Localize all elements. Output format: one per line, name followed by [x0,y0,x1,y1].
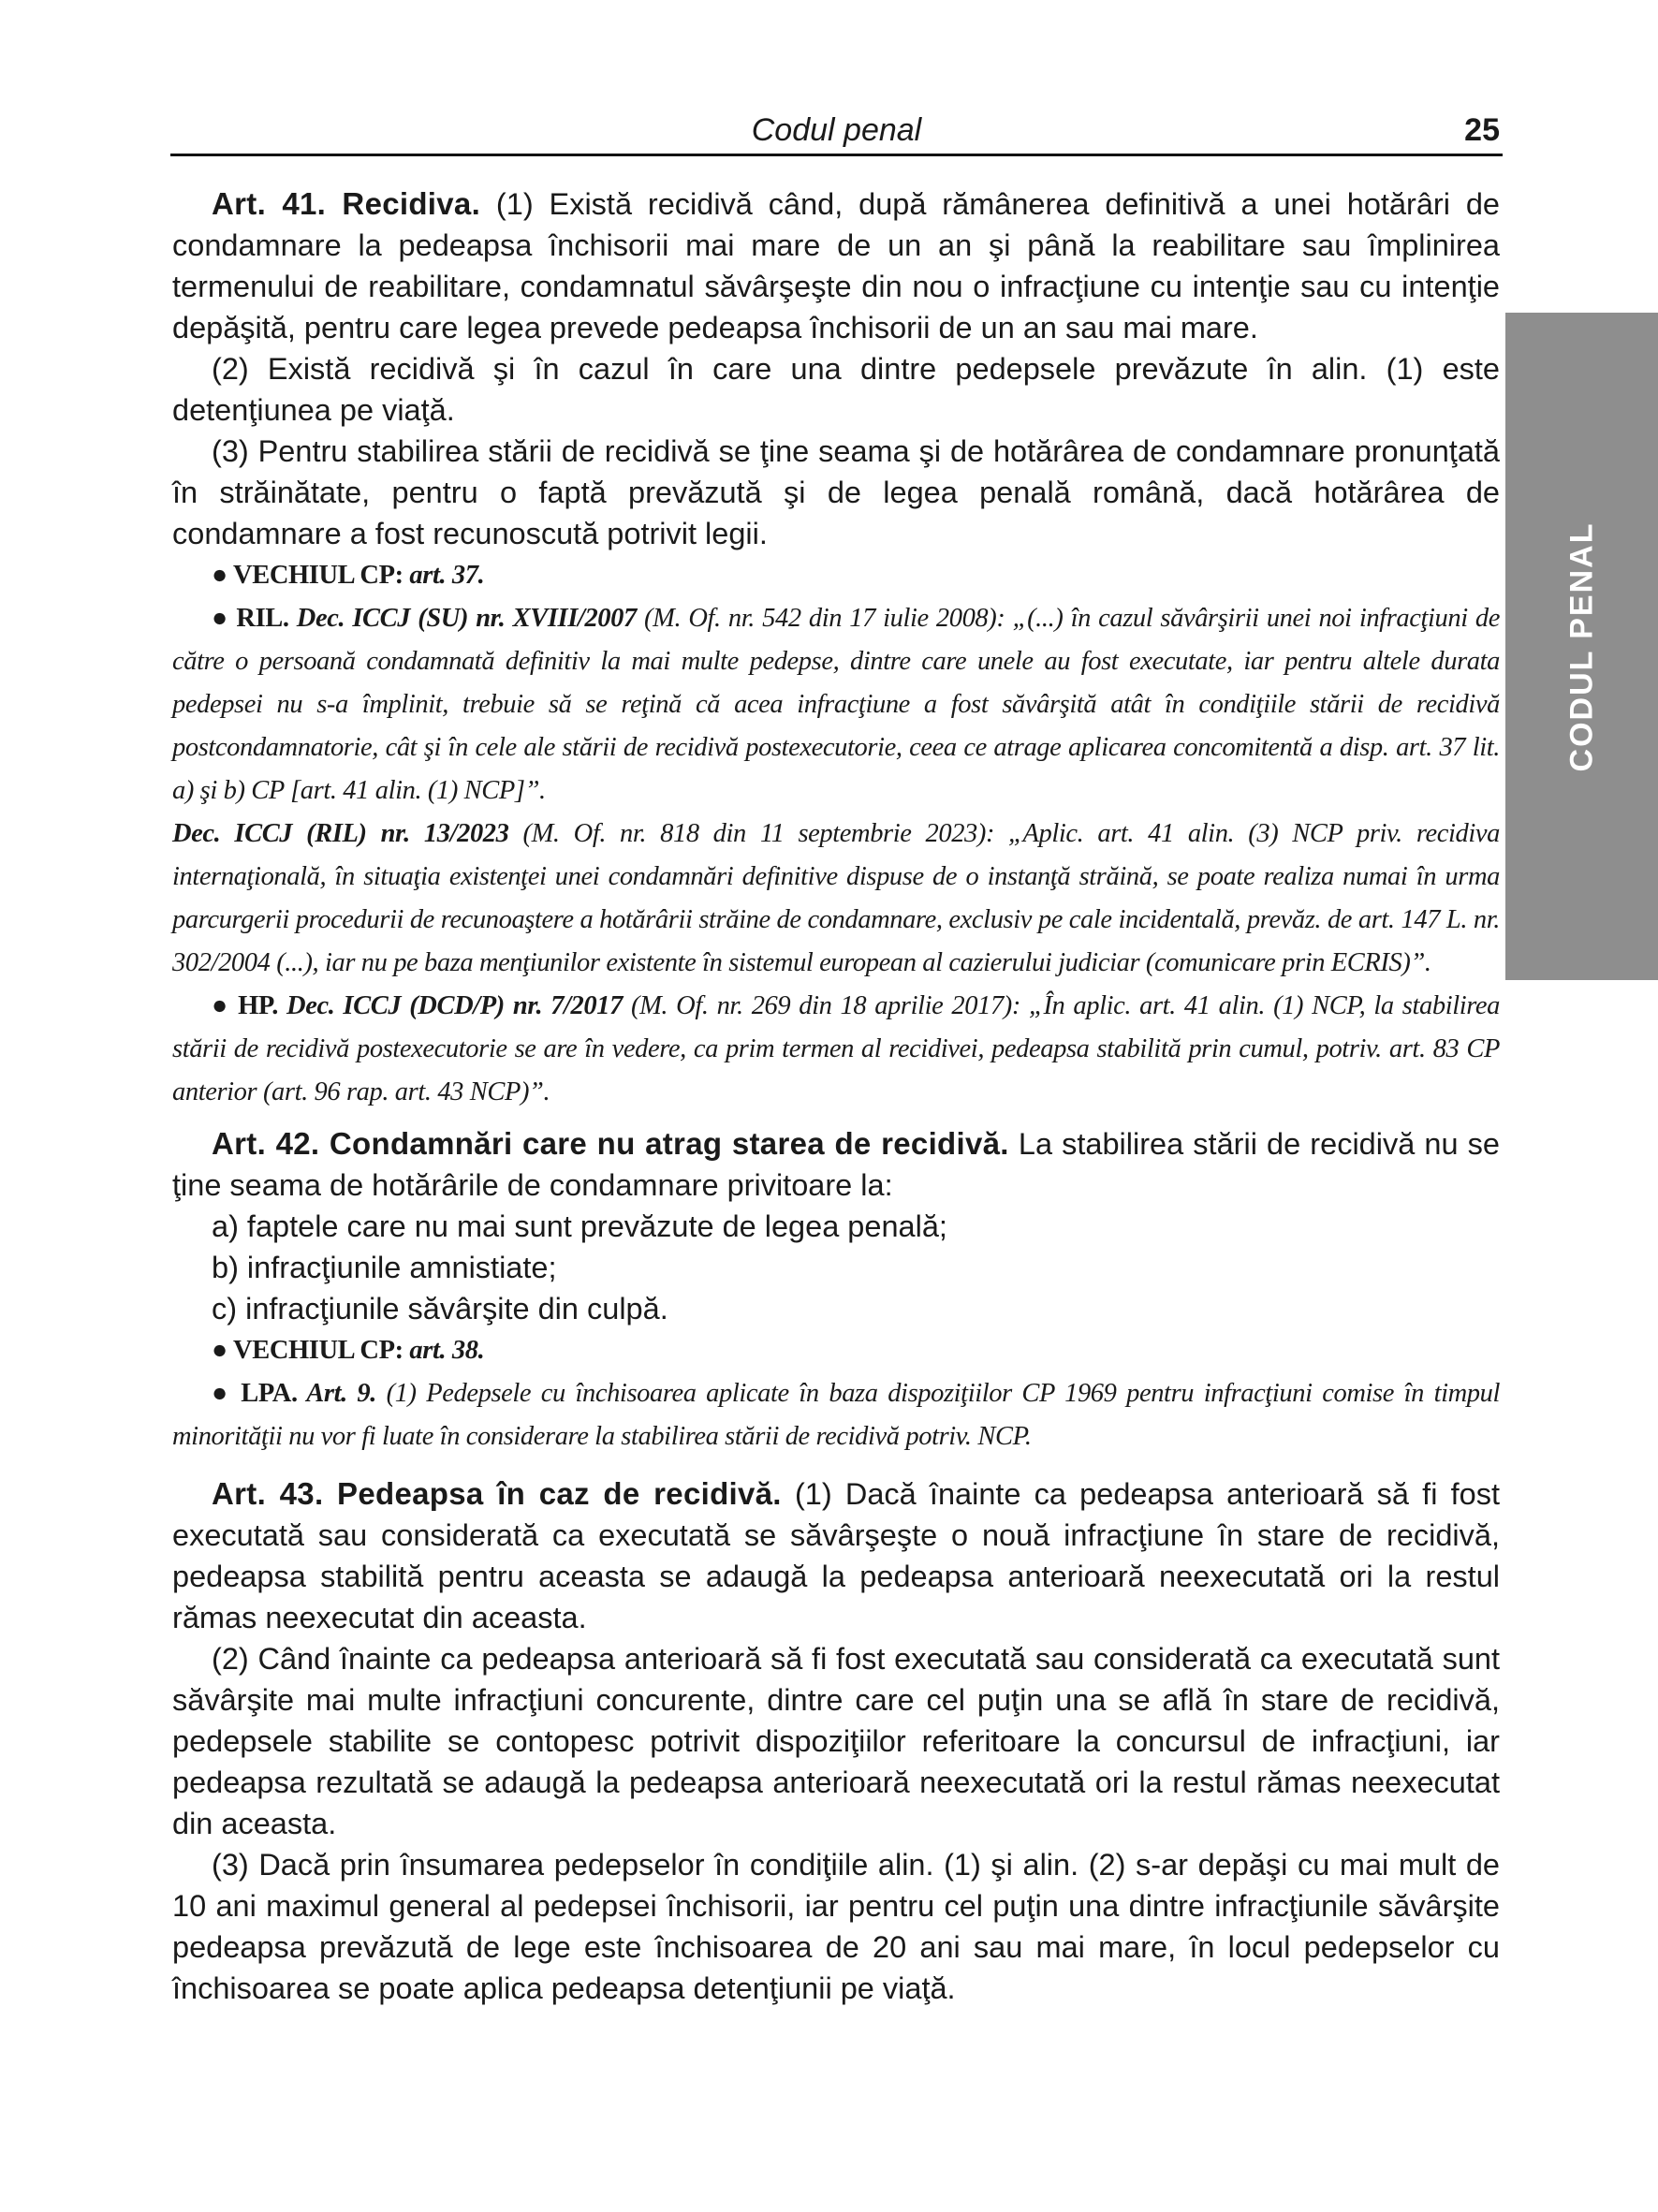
art42-item-b: b) infracţiunile amnistiate; [212,1251,557,1284]
art43-para-1 [172,1473,1500,1638]
art42-item-a: a) faptele care nu mai sunt prevăzute de legea penală; [212,1209,947,1243]
note-ref: Dec. ICCJ (RIL) nr. 13/2023 [172,819,509,848]
page-header [170,110,1503,156]
art43-para-2: (2) Când înainte ca pedeapsa anterioară să fi fost executată sau considerată ca executată sunt săvârşite mai multe infracţiuni concurente, dintre care cel puţin una se află în stare de recidivă, pedepsele stabilite se contopesc potrivit dispoziţiilor referitoare la concursul de infracţiuni, iar pedeapsa rezultată se adaugă la pedeapsa anterioară neexecutată ori la restul rămas neexecutat din aceasta. [172,1642,1500,1840]
art41-para-2: (2) Există recidivă şi în cazul în care una dintre pedepsele prevăzute în alin. (1) este detenţiunea pe viaţă. [172,352,1500,427]
art41-heading: Art. 41. Recidiva. [212,186,481,221]
art42-para-1 [172,1123,1500,1206]
art43-text-1: (1) Dacă înainte ca pedeapsa anterioară să fi fost executată sau considerată ca executată se săvârşeşte o nouă infracţiune în stare de recidivă, pedeapsa stabilită pentru aceasta se adaugă la pedeapsa anterioară neexecutată ori la restul rămas neexecutat din aceasta. [172,1477,1500,1634]
article-42 [172,1123,1500,1458]
section-side-tab [1505,313,1658,980]
note-ref: Dec. ICCJ (DCD/P) nr. 7/2017 [278,991,623,1020]
note-prefix: ● VECHIUL CP: [212,561,403,590]
note-ref: art. 37. [403,561,485,590]
note-ref: Art. 9. [297,1379,376,1408]
note-text: (M. Of. nr. 818 din 11 septembrie 2023): „Aplic. art. 41 alin. (3) NCP priv. recidiva internaţională, în situaţia existenţei unei condamnări definitive dispuse de o instanţă străină, se poate realiza numai în urma parcurgerii procedurii de recunoaştere a hotărârii străine de condamnare, exclusiv pe cale incidentală, prevăz. de art. 147 L. nr. 302/2004 (...), iar nu pe baza menţiunilor existente în sistemul european al cazierului judiciar (comunicare prin ECRIS)”. [172,819,1500,977]
note-text: (1) Pedepsele cu închisoarea aplicate în baza dispoziţiilor CP 1969 pentru infracţiuni comise în timpul minorităţii nu vor fi luate în considerare la stabilirea stării de recidivă potriv. NCP. [172,1379,1501,1451]
running-title: Codul penal [751,112,922,148]
art41-note-old-code [172,554,1500,597]
art41-text-1: (1) Există recidivă când, după rămânerea definitivă a unei hotărâri de condamnare la pedeapsa închisorii mai mare de un an şi până la reabilitare sau împlinirea termenului de reabilitare, condamnatul săvârşeşte din nou o infracţiune cu intenţie sau cu intenţie depăşită, pentru care legea prevede pedeapsa închisorii de un an sau mai mare. [172,187,1500,344]
art42-note-lpa [172,1372,1500,1458]
art42-text-1: La stabilirea stării de recidivă nu se ţine seama de hotărârile de condamnare privitoare la: [172,1127,1500,1202]
note-prefix: ● VECHIUL CP: [212,1336,403,1365]
note-ref: art. 38. [403,1336,485,1365]
note-text: (M. Of. nr. 269 din 18 aprilie 2017): „În aplic. art. 41 alin. (1) NCP, la stabilirea stării de recidivă postexecutorie se are în vedere, ca prim termen al recidivei, pedeapsa stabilită prin cumul, potriv. art. 83 CP anterior (art. 96 rap. art. 43 NCP)”. [172,991,1500,1106]
art43-heading: Art. 43. Pedeapsa în caz de recidivă. [212,1476,782,1511]
art41-note-hp-2017 [172,985,1500,1114]
art43-para-3: (3) Dacă prin însumarea pedepselor în condiţiile alin. (1) şi alin. (2) s-ar depăşi cu mai mult de 10 ani maximul general al pedepsei închisorii, iar pentru cel puţin una dintre infracţiunile săvârşite pedeapsa prevăzută de lege este închisoarea de 20 ani sau mai mare, în locul pedepselor cu închisoarea se poate aplica pedeapsa detenţiunii pe viaţă. [172,1848,1500,2005]
art41-para-3: (3) Pentru stabilirea stării de recidivă se ţine seama şi de hotărârea de condamnare pronunţată în străinătate, pentru o faptă prevăzută şi de legea penală română, dacă hotărârea de condamnare a fost recunoscută potrivit legii. [172,434,1500,550]
art42-heading: Art. 42. Condamnări care nu atrag starea de recidivă. [212,1126,1009,1161]
note-prefix: ● HP. [212,991,278,1020]
note-text: (M. Of. nr. 542 din 17 iulie 2008): „(...) în cazul săvârşirii unei noi infracţiuni de către o persoană condamnată definitiv la mai multe pedepse, dintre care unele au fost executate, iar pentru altele durata pedepsei nu s-a împlinit, trebuie să se reţină că acea infracţiune a fost săvârşită atât în condiţiile stării de recidivă postcondamnatorie, cât şi în cele ale stării de recidivă postexecutorie, ceea ce atrage aplicarea concomitentă a disp. art. 37 lit. a) şi b) CP [art. 41 alin. (1) NCP]”. [172,604,1500,805]
article-41 [172,183,1500,1114]
article-43 [172,1473,1500,2009]
note-ref: Dec. ICCJ (SU) nr. XVIII/2007 [288,604,637,633]
note-prefix: ● RIL. [212,604,289,633]
side-tab-label: CODUL PENAL [1563,521,1599,771]
art41-note-ril-2023 [172,813,1500,985]
note-prefix: ● LPA. [212,1379,298,1408]
art41-note-ril-2007 [172,597,1500,813]
page-number: 25 [1464,112,1500,148]
page-body [172,183,1500,2009]
art41-para-1 [172,183,1500,348]
art42-item-c: c) infracţiunile săvârşite din culpă. [212,1292,668,1326]
art42-note-old-code [172,1329,1500,1372]
